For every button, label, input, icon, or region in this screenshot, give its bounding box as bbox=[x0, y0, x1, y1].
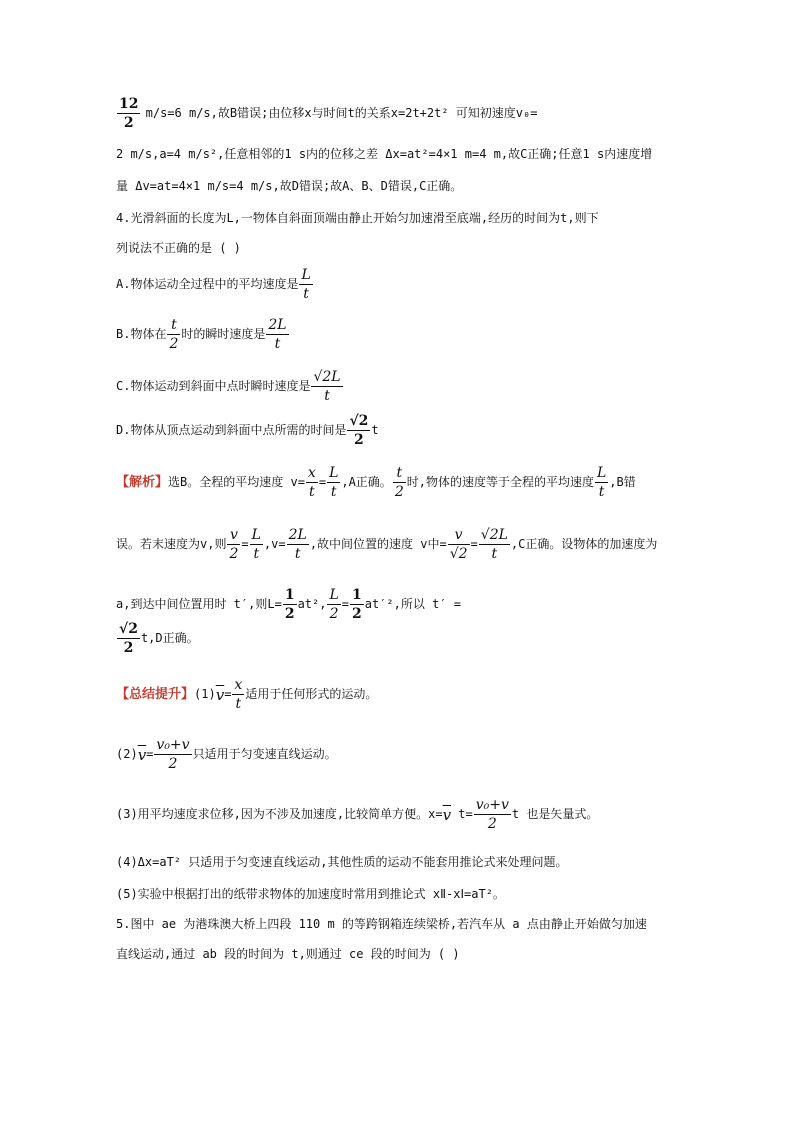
text-line-1 bbox=[116, 97, 537, 130]
question-4-stem: 4.光滑斜面的长度为L,一物体自斜面顶端由静止开始匀加速滑至底端,经历的时间为t,则下 bbox=[116, 211, 599, 225]
summary-line-2: $(2)\overline{v}=$ $\frac{\text{v₀+v}}{2}$ 只适用于匀变速直线运动。 bbox=[116, 737, 337, 772]
option-a: A.物体运动全过程中的平均速度是 $\frac{L}{t}$ bbox=[116, 267, 311, 302]
summary-line-3: (3)用平均速度求位移,因为不涉及加速度,比较简单方便。$x=\overline{v}$ t= $\frac{\text{v₀+v}}{2}$ t 也是矢量式。 bbox=[116, 797, 599, 832]
analysis-line-1: 【解析】选B。全程的平均速度 v= $\frac{x}{t}$ = $\frac{L}{t}$ ,A正确。 $\frac{t}{2}$ 时,物体的速度等于全程的平均速度 $\frac{L}{t}$ ,B错 bbox=[116, 465, 636, 500]
question-5-stem-cont: 直线运动,通过 ab 段的时间为 t,则通过 ce 段的时间为 ( ) bbox=[116, 947, 460, 961]
option-b: B.物体在 $\frac{t}{2}$ 时的瞬时速度是 $\frac{2L}{t}$ bbox=[116, 317, 287, 352]
analysis-line-4: $\frac{√2}{2}$ t,D正确。 bbox=[119, 621, 199, 656]
summary-line-1: 【总结提升】$(1)\overline{v}=$ $\frac{x}{t}$ 适用于任何形式的运动。 bbox=[116, 677, 378, 712]
option-c: C.物体运动到斜面中点时瞬时速度是 $\frac{√2L}{t}$ bbox=[116, 369, 341, 404]
question-5-stem: 5.图中 ae 为港珠澳大桥上四段 110 m 的等跨钢箱连续梁桥,若汽车从 a 点由静止开始做匀加速 bbox=[116, 917, 647, 931]
question-4-stem-cont: 列说法不正确的是 ( ) bbox=[116, 241, 241, 255]
text: m/s=6 m/s,故B错误;由位移x与时间t的关系x=2t+2t² 可知初速度v₀= bbox=[145, 106, 538, 120]
fraction: $\frac{12}{2}$ bbox=[119, 96, 139, 131]
fraction: $\frac{2L}{t}$ bbox=[268, 317, 287, 352]
summary-line-5: (5)实验中根据打出的纸带求物体的加速度时常用到推论式 xⅡ-xⅠ=aT²。 bbox=[116, 887, 505, 901]
analysis-line-2: 误。若末速度为v,则 $\frac{v}{2}$ = $\frac{L}{t}$ ,v= $\frac{2L}{t}$ ,故中间位置的速度 v中= $\frac{v}{√2}$ = $\frac{√2L}{t}$ ,C正确。设物体的加速度为 bbox=[116, 527, 658, 562]
fraction: $\frac{t}{2}$ bbox=[169, 317, 179, 352]
text-line-3: 量 Δv=at=4×1 m/s=4 m/s,故D错误;故A、B、D错误,C正确。 bbox=[116, 179, 463, 193]
summary-line-4: (4)Δx=aT² 只适用于匀变速直线运动,其他性质的运动不能套用推论式来处理问题。 bbox=[116, 855, 568, 869]
analysis-tag: 【解析】 bbox=[116, 475, 169, 490]
fraction: $\frac{√2L}{t}$ bbox=[313, 369, 341, 404]
analysis-line-3: a,到达中间位置用时 t′,则L= $\frac{1}{2}$ at², $\frac{L}{2}$ = $\frac{1}{2}$ at′²,所以 t′ = bbox=[116, 587, 461, 622]
summary-tag: 【总结提升】 bbox=[116, 687, 195, 702]
fraction: $\frac{√2}{2}$ bbox=[349, 413, 369, 448]
option-d: D.物体从顶点运动到斜面中点所需的时间是 $\frac{√2}{2}$ t bbox=[116, 413, 379, 448]
text-line-2: 2 m/s,a=4 m/s²,任意相邻的1 s内的位移之差 Δx=at²=4×1 m=4 m,故C正确;任意1 s内速度增 bbox=[116, 147, 653, 161]
fraction: $\frac{L}{t}$ bbox=[301, 267, 311, 302]
